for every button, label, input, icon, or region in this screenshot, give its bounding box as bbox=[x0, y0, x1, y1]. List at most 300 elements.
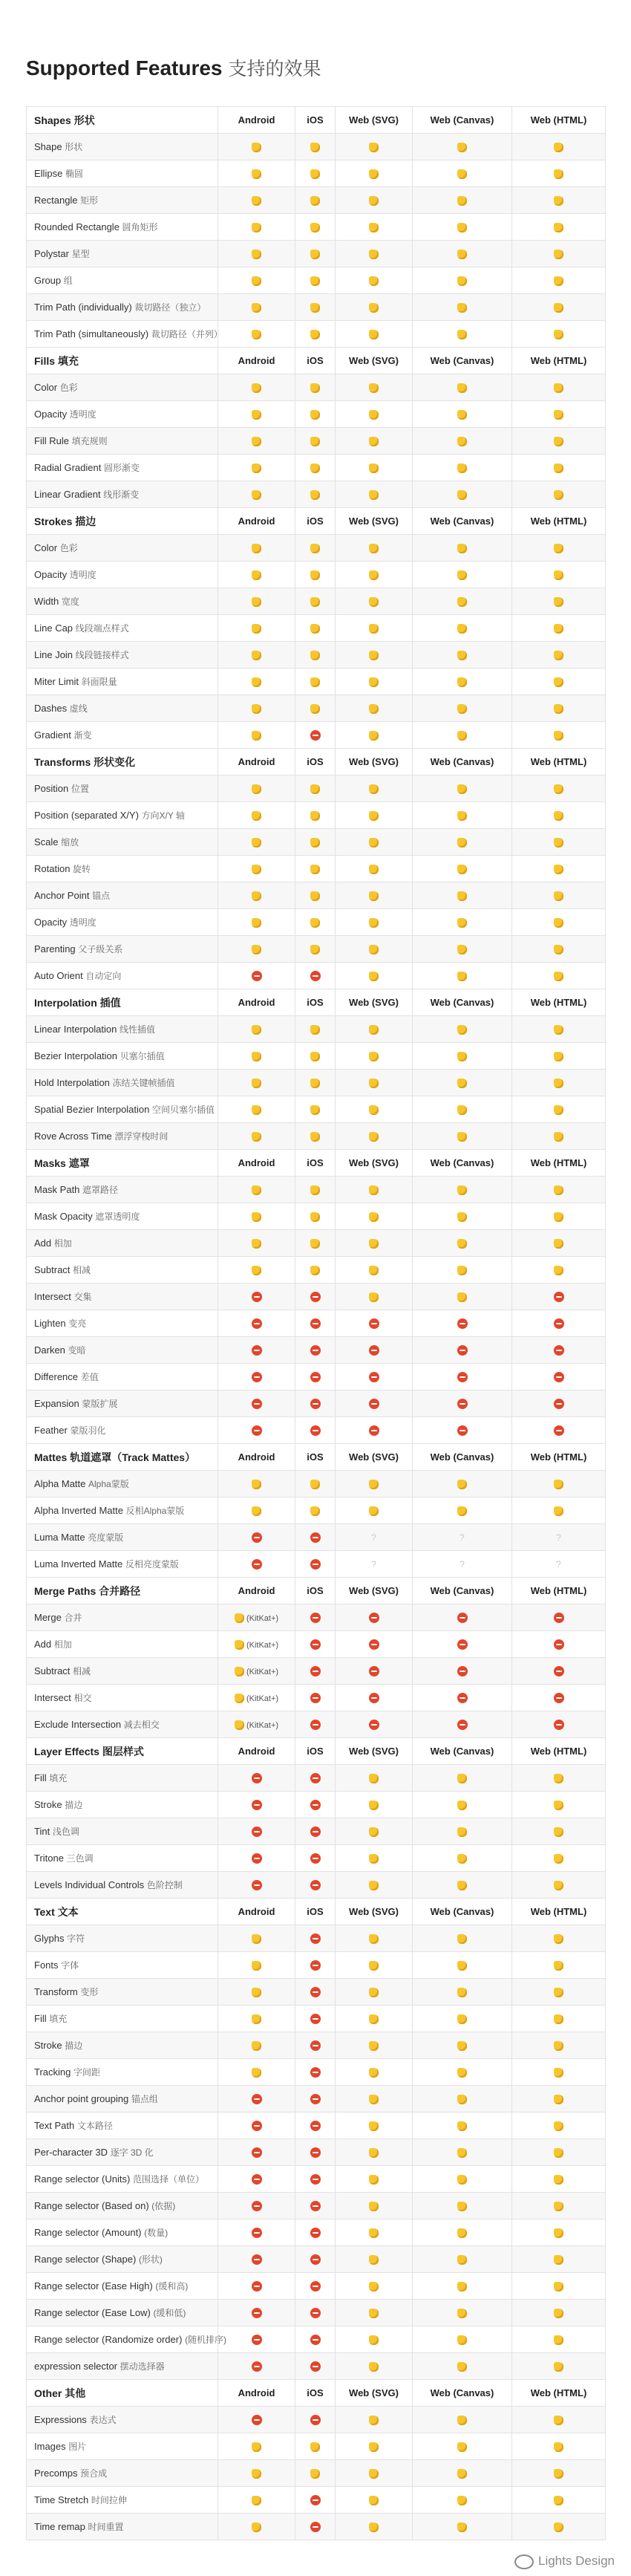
support-cell bbox=[336, 2139, 413, 2166]
support-cell bbox=[295, 936, 336, 963]
thumbs-up-icon bbox=[310, 464, 320, 473]
support-cell bbox=[218, 722, 295, 749]
feature-name-cell bbox=[27, 160, 218, 187]
feature-name: Anchor point grouping bbox=[34, 2093, 129, 2104]
support-cell bbox=[413, 1284, 512, 1310]
thumbs-up-icon bbox=[310, 2469, 320, 2479]
features-table bbox=[26, 106, 606, 2540]
support-cell bbox=[218, 535, 295, 562]
feature-name-cell bbox=[27, 2514, 218, 2540]
no-entry-icon bbox=[554, 1639, 564, 1650]
support-cell bbox=[512, 2086, 606, 2112]
thumbs-up-icon bbox=[310, 196, 320, 206]
support-cell bbox=[512, 775, 606, 802]
support-cell bbox=[218, 2300, 295, 2326]
thumbs-up-icon bbox=[310, 1079, 320, 1088]
thumbs-up-icon bbox=[369, 1988, 379, 1997]
support-cell bbox=[512, 1497, 606, 1524]
feature-name-cell bbox=[27, 2086, 218, 2112]
thumbs-up-icon bbox=[457, 651, 467, 660]
support-cell bbox=[413, 455, 512, 481]
feature-name-cell bbox=[27, 401, 218, 428]
support-cell bbox=[295, 669, 336, 695]
platform-header: Web (Canvas) bbox=[413, 1578, 512, 1604]
thumbs-up-icon bbox=[369, 811, 379, 821]
no-entry-icon bbox=[252, 1292, 262, 1302]
support-cell bbox=[295, 829, 336, 856]
support-cell bbox=[336, 1765, 413, 1792]
feature-name-cn: 描边 bbox=[65, 2040, 83, 2051]
support-cell bbox=[413, 1364, 512, 1391]
thumbs-up-icon bbox=[369, 464, 379, 473]
feature-name-cn: 字符 bbox=[67, 1933, 85, 1944]
thumbs-up-icon bbox=[457, 624, 467, 634]
thumbs-up-icon bbox=[457, 2309, 467, 2318]
feature-name: Scale bbox=[34, 836, 59, 848]
feature-row bbox=[27, 1070, 606, 1096]
section-header-text bbox=[27, 1899, 606, 1925]
feature-row bbox=[27, 401, 606, 428]
feature-row bbox=[27, 2193, 606, 2219]
support-cell bbox=[413, 1123, 512, 1150]
feature-name-cell bbox=[27, 1257, 218, 1284]
thumbs-up-icon bbox=[554, 1185, 563, 1195]
thumbs-up-icon bbox=[310, 2442, 320, 2452]
feature-name: Subtract bbox=[34, 1665, 71, 1676]
feature-name-cn: 相加 bbox=[53, 1238, 72, 1249]
feature-name-cn: 色彩 bbox=[59, 543, 78, 553]
thumbs-up-icon bbox=[457, 945, 467, 954]
support-cell bbox=[336, 1096, 413, 1123]
thumbs-up-icon bbox=[457, 2255, 467, 2265]
support-cell bbox=[295, 2487, 336, 2514]
support-cell bbox=[512, 2246, 606, 2273]
feature-row bbox=[27, 1925, 606, 1952]
support-cell bbox=[413, 1016, 512, 1043]
support-cell bbox=[336, 2326, 413, 2353]
thumbs-up-icon bbox=[369, 196, 379, 206]
platform-header: iOS bbox=[295, 1578, 336, 1604]
feature-name-cn: 时间拉伸 bbox=[91, 2495, 127, 2505]
no-entry-icon bbox=[310, 2415, 321, 2425]
thumbs-up-icon bbox=[457, 1801, 467, 1810]
feature-row bbox=[27, 588, 606, 615]
feature-name-cell bbox=[27, 1177, 218, 1203]
support-cell bbox=[413, 1524, 512, 1551]
feature-name: Stroke bbox=[34, 1799, 62, 1810]
feature-name: Trim Path (simultaneously) bbox=[34, 328, 149, 339]
platform-header: Web (HTML) bbox=[512, 107, 606, 134]
thumbs-up-icon bbox=[252, 2442, 261, 2452]
support-cell bbox=[413, 1792, 512, 1818]
feature-name-cell bbox=[27, 1310, 218, 1337]
thumbs-up-icon bbox=[252, 1052, 261, 1061]
thumbs-up-icon bbox=[554, 2416, 563, 2425]
support-cell bbox=[336, 1872, 413, 1899]
no-entry-icon bbox=[310, 2094, 321, 2104]
thumbs-up-icon bbox=[554, 677, 563, 687]
feature-name-cell bbox=[27, 134, 218, 160]
thumbs-up-icon bbox=[252, 918, 261, 928]
feature-row bbox=[27, 214, 606, 241]
thumbs-up-icon bbox=[369, 2228, 379, 2238]
feature-name-cn: 遮罩路径 bbox=[82, 1185, 119, 1195]
section-title-cell bbox=[27, 1738, 218, 1765]
platform-header: Web (SVG) bbox=[336, 107, 413, 134]
thumbs-up-icon bbox=[369, 624, 379, 634]
support-cell bbox=[218, 882, 295, 909]
feature-row bbox=[27, 615, 606, 642]
platform-header: Web (HTML) bbox=[512, 348, 606, 374]
thumbs-up-icon bbox=[554, 2362, 563, 2372]
no-entry-icon bbox=[310, 2522, 321, 2532]
feature-name-cell bbox=[27, 1043, 218, 1070]
page-title bbox=[26, 53, 321, 84]
thumbs-up-icon bbox=[554, 624, 563, 634]
thumbs-up-icon bbox=[235, 1640, 244, 1650]
thumbs-up-icon bbox=[457, 2496, 467, 2505]
thumbs-up-icon bbox=[252, 1105, 261, 1115]
no-entry-icon bbox=[310, 1318, 321, 1329]
feature-name: Linear Gradient bbox=[34, 489, 101, 500]
thumbs-up-icon bbox=[369, 437, 379, 446]
support-cell bbox=[336, 321, 413, 348]
support-cell bbox=[218, 856, 295, 882]
thumbs-up-icon bbox=[554, 2255, 563, 2265]
feature-name-cn: 缩放 bbox=[61, 837, 79, 848]
thumbs-up-icon bbox=[252, 223, 261, 232]
feature-name: Trim Path (individually) bbox=[34, 302, 132, 313]
support-cell bbox=[336, 481, 413, 508]
thumbs-up-icon bbox=[369, 1506, 379, 1516]
platform-header: Web (SVG) bbox=[336, 2380, 413, 2407]
support-cell bbox=[336, 1284, 413, 1310]
feature-row bbox=[27, 2139, 606, 2166]
platform-header: Web (Canvas) bbox=[413, 989, 512, 1016]
support-cell bbox=[413, 2112, 512, 2139]
thumbs-up-icon bbox=[252, 891, 261, 901]
feature-name-cell bbox=[27, 775, 218, 802]
thumbs-up-icon bbox=[252, 624, 261, 634]
feature-row bbox=[27, 695, 606, 722]
platform-header: Android bbox=[218, 508, 295, 535]
feature-row bbox=[27, 1604, 606, 1631]
support-cell bbox=[295, 802, 336, 829]
feature-name-cn: 线形渐变 bbox=[103, 489, 140, 500]
feature-name-cell bbox=[27, 2193, 218, 2219]
feature-name-cell bbox=[27, 2353, 218, 2380]
support-cell bbox=[295, 1952, 336, 1979]
feature-name-cell bbox=[27, 642, 218, 669]
thumbs-up-icon bbox=[369, 972, 379, 981]
feature-name-cn: 矩形 bbox=[80, 195, 99, 206]
feature-row bbox=[27, 1658, 606, 1685]
section-title: Other bbox=[34, 2387, 62, 2399]
feature-name: Group bbox=[34, 275, 62, 286]
support-cell bbox=[336, 856, 413, 882]
no-entry-icon bbox=[369, 1399, 379, 1409]
thumbs-up-icon bbox=[252, 1961, 261, 1971]
support-cell bbox=[512, 588, 606, 615]
thumbs-up-icon bbox=[369, 1185, 379, 1195]
feature-row bbox=[27, 1551, 606, 1578]
feature-row bbox=[27, 562, 606, 588]
thumbs-up-icon bbox=[310, 437, 320, 446]
thumbs-up-icon bbox=[369, 410, 379, 420]
feature-row bbox=[27, 134, 606, 160]
thumbs-up-icon bbox=[457, 1827, 467, 1837]
support-cell bbox=[336, 2006, 413, 2032]
support-cell bbox=[413, 1471, 512, 1497]
support-cell bbox=[295, 2326, 336, 2353]
thumbs-up-icon bbox=[457, 1239, 467, 1249]
thumbs-up-icon bbox=[252, 1934, 261, 1944]
support-cell bbox=[336, 1685, 413, 1711]
page-title-cn: 支持的效果 bbox=[228, 59, 321, 79]
support-cell bbox=[512, 134, 606, 160]
thumbs-up-icon bbox=[252, 250, 261, 259]
feature-name-cn: 蒙版羽化 bbox=[70, 1425, 106, 1436]
platform-header: Web (SVG) bbox=[336, 508, 413, 535]
support-cell bbox=[512, 1925, 606, 1952]
platform-header: Web (HTML) bbox=[512, 1150, 606, 1177]
thumbs-up-icon bbox=[457, 891, 467, 901]
section-header-transforms bbox=[27, 749, 606, 775]
support-cell bbox=[336, 187, 413, 214]
feature-name: Alpha Inverted Matte bbox=[34, 1505, 123, 1516]
support-cell bbox=[413, 1310, 512, 1337]
feature-row bbox=[27, 909, 606, 936]
platform-header: iOS bbox=[295, 749, 336, 775]
support-cell bbox=[295, 187, 336, 214]
no-entry-icon bbox=[252, 1773, 262, 1783]
support-cell bbox=[336, 294, 413, 321]
no-entry-icon bbox=[457, 1693, 468, 1703]
feature-name: expression selector bbox=[34, 2361, 117, 2372]
support-cell bbox=[295, 2086, 336, 2112]
thumbs-up-icon bbox=[252, 196, 261, 206]
support-cell bbox=[336, 642, 413, 669]
feature-name-cn: 渐变 bbox=[73, 730, 92, 741]
support-cell bbox=[295, 562, 336, 588]
feature-row bbox=[27, 294, 606, 321]
thumbs-up-icon bbox=[554, 196, 563, 206]
no-entry-icon bbox=[310, 1399, 321, 1409]
feature-name-cell bbox=[27, 2246, 218, 2273]
feature-name: Anchor Point bbox=[34, 890, 90, 901]
thumbs-up-icon bbox=[554, 1132, 563, 1142]
no-entry-icon bbox=[310, 730, 321, 741]
no-entry-icon bbox=[310, 1666, 321, 1676]
support-cell bbox=[295, 241, 336, 267]
support-cell bbox=[295, 1043, 336, 1070]
thumbs-up-icon bbox=[457, 784, 467, 794]
no-entry-icon bbox=[310, 1773, 321, 1783]
thumbs-up-icon bbox=[369, 1239, 379, 1249]
support-cell bbox=[218, 1096, 295, 1123]
thumbs-up-icon bbox=[252, 1212, 261, 1222]
thumbs-up-icon bbox=[369, 330, 379, 339]
feature-name-cell bbox=[27, 802, 218, 829]
thumbs-up-icon bbox=[554, 437, 563, 446]
no-entry-icon bbox=[554, 1693, 564, 1703]
support-cell bbox=[218, 1016, 295, 1043]
support-cell bbox=[295, 1792, 336, 1818]
thumbs-up-icon bbox=[457, 1988, 467, 1997]
support-cell bbox=[295, 2353, 336, 2380]
thumbs-up-icon bbox=[457, 2523, 467, 2532]
feature-name-cell bbox=[27, 2112, 218, 2139]
support-cell bbox=[512, 2326, 606, 2353]
platform-header: Android bbox=[218, 1738, 295, 1765]
support-cell bbox=[413, 401, 512, 428]
support-cell bbox=[295, 722, 336, 749]
feature-name-cn: 冻结关键帧插值 bbox=[112, 1078, 175, 1088]
support-cell bbox=[218, 1658, 295, 1685]
support-cell bbox=[413, 936, 512, 963]
no-entry-icon bbox=[310, 1853, 321, 1864]
thumbs-up-icon bbox=[554, 2175, 563, 2185]
feature-name-cn: 色彩 bbox=[59, 383, 78, 393]
support-cell bbox=[413, 1845, 512, 1872]
feature-row bbox=[27, 1177, 606, 1203]
thumbs-up-icon bbox=[310, 490, 320, 500]
support-cell bbox=[413, 615, 512, 642]
thumbs-up-icon bbox=[369, 2095, 379, 2104]
thumbs-up-icon bbox=[369, 1292, 379, 1302]
feature-name: Precomps bbox=[34, 2468, 78, 2479]
thumbs-up-icon bbox=[457, 464, 467, 473]
support-cell bbox=[218, 1284, 295, 1310]
section-title: Transforms bbox=[34, 755, 91, 768]
support-cell bbox=[218, 2006, 295, 2032]
platform-header: Web (Canvas) bbox=[413, 508, 512, 535]
no-entry-icon bbox=[310, 2335, 321, 2345]
section-title-cn: 图层样式 bbox=[102, 1745, 144, 1757]
feature-name-cn: (缓和低) bbox=[153, 2308, 186, 2318]
no-entry-icon bbox=[554, 1666, 564, 1676]
thumbs-up-icon bbox=[252, 303, 261, 313]
feature-name: Images bbox=[34, 2441, 66, 2452]
platform-header: Web (SVG) bbox=[336, 348, 413, 374]
support-cell bbox=[413, 2487, 512, 2514]
feature-name-cn: 逐字 3D 化 bbox=[110, 2147, 154, 2158]
support-cell bbox=[512, 1765, 606, 1792]
support-cell bbox=[512, 241, 606, 267]
feature-name: Width bbox=[34, 596, 59, 607]
platform-header: Android bbox=[218, 1444, 295, 1471]
thumbs-up-icon bbox=[457, 2041, 467, 2051]
no-entry-icon bbox=[252, 1880, 262, 1890]
thumbs-up-icon bbox=[235, 1613, 244, 1623]
no-entry-icon bbox=[310, 2147, 321, 2158]
section-title: Mattes bbox=[34, 1451, 68, 1463]
support-cell bbox=[218, 1257, 295, 1284]
thumbs-up-icon bbox=[369, 2148, 379, 2158]
no-entry-icon bbox=[252, 1559, 262, 1570]
section-title-cell bbox=[27, 2380, 218, 2407]
no-entry-icon bbox=[457, 1399, 468, 1409]
thumbs-up-icon bbox=[310, 1212, 320, 1222]
no-entry-icon bbox=[310, 2067, 321, 2078]
feature-row bbox=[27, 321, 606, 348]
thumbs-up-icon bbox=[369, 597, 379, 607]
support-cell bbox=[413, 374, 512, 401]
feature-name: Polystar bbox=[34, 248, 69, 259]
support-cell bbox=[336, 1257, 413, 1284]
thumbs-up-icon bbox=[369, 1266, 379, 1275]
thumbs-up-icon bbox=[252, 383, 261, 393]
section-title-cn: 插值 bbox=[99, 996, 121, 1009]
support-cell bbox=[413, 1203, 512, 1230]
support-cell bbox=[218, 829, 295, 856]
thumbs-up-icon bbox=[369, 1105, 379, 1115]
support-cell bbox=[512, 2006, 606, 2032]
feature-row bbox=[27, 1497, 606, 1524]
feature-name-cn: 星型 bbox=[71, 249, 90, 259]
thumbs-up-icon bbox=[310, 1266, 320, 1275]
support-cell bbox=[218, 1391, 295, 1417]
support-cell bbox=[336, 1818, 413, 1845]
thumbs-up-icon bbox=[369, 2335, 379, 2345]
no-entry-icon bbox=[369, 1372, 379, 1382]
feature-name-cn: 遮罩透明度 bbox=[95, 1211, 140, 1222]
feature-name-cn: 亮度蒙版 bbox=[88, 1532, 124, 1543]
support-cell bbox=[218, 1979, 295, 2006]
feature-row bbox=[27, 2246, 606, 2273]
feature-row bbox=[27, 1203, 606, 1230]
support-cell bbox=[295, 374, 336, 401]
platform-header: Web (Canvas) bbox=[413, 107, 512, 134]
feature-row bbox=[27, 1845, 606, 1872]
thumbs-up-icon bbox=[457, 1052, 467, 1061]
feature-name-cell bbox=[27, 1337, 218, 1364]
feature-name-cn: 范围选择（单位） bbox=[132, 2174, 204, 2185]
no-entry-icon bbox=[554, 1318, 564, 1329]
support-cell bbox=[336, 2193, 413, 2219]
feature-name-cell bbox=[27, 909, 218, 936]
support-cell bbox=[218, 455, 295, 481]
feature-name: Range selector (Units) bbox=[34, 2173, 131, 2185]
feature-name-cn: 圆角矩形 bbox=[122, 222, 158, 232]
support-cell bbox=[413, 241, 512, 267]
platform-header: Android bbox=[218, 348, 295, 374]
feature-row bbox=[27, 2059, 606, 2086]
platform-header: Android bbox=[218, 749, 295, 775]
question-icon: ? bbox=[371, 1532, 376, 1544]
feature-row bbox=[27, 2086, 606, 2112]
feature-row bbox=[27, 1337, 606, 1364]
thumbs-up-icon bbox=[369, 2202, 379, 2211]
thumbs-up-icon bbox=[457, 2362, 467, 2372]
thumbs-up-icon bbox=[310, 838, 320, 848]
thumbs-up-icon bbox=[310, 143, 320, 152]
feature-row bbox=[27, 2300, 606, 2326]
thumbs-up-icon bbox=[310, 677, 320, 687]
no-entry-icon bbox=[369, 1720, 379, 1730]
thumbs-up-icon bbox=[457, 1854, 467, 1864]
feature-name-cn: 字间距 bbox=[73, 2067, 101, 2078]
feature-name-cn: 变亮 bbox=[68, 1318, 87, 1329]
support-cell bbox=[295, 1845, 336, 1872]
support-cell bbox=[295, 1417, 336, 1444]
feature-name-cell bbox=[27, 1391, 218, 1417]
support-cell bbox=[218, 2166, 295, 2193]
watermark bbox=[514, 2552, 615, 2570]
support-cell bbox=[512, 2193, 606, 2219]
feature-name: Expansion bbox=[34, 1398, 79, 1409]
feature-name-cn: 填充 bbox=[49, 2014, 68, 2024]
